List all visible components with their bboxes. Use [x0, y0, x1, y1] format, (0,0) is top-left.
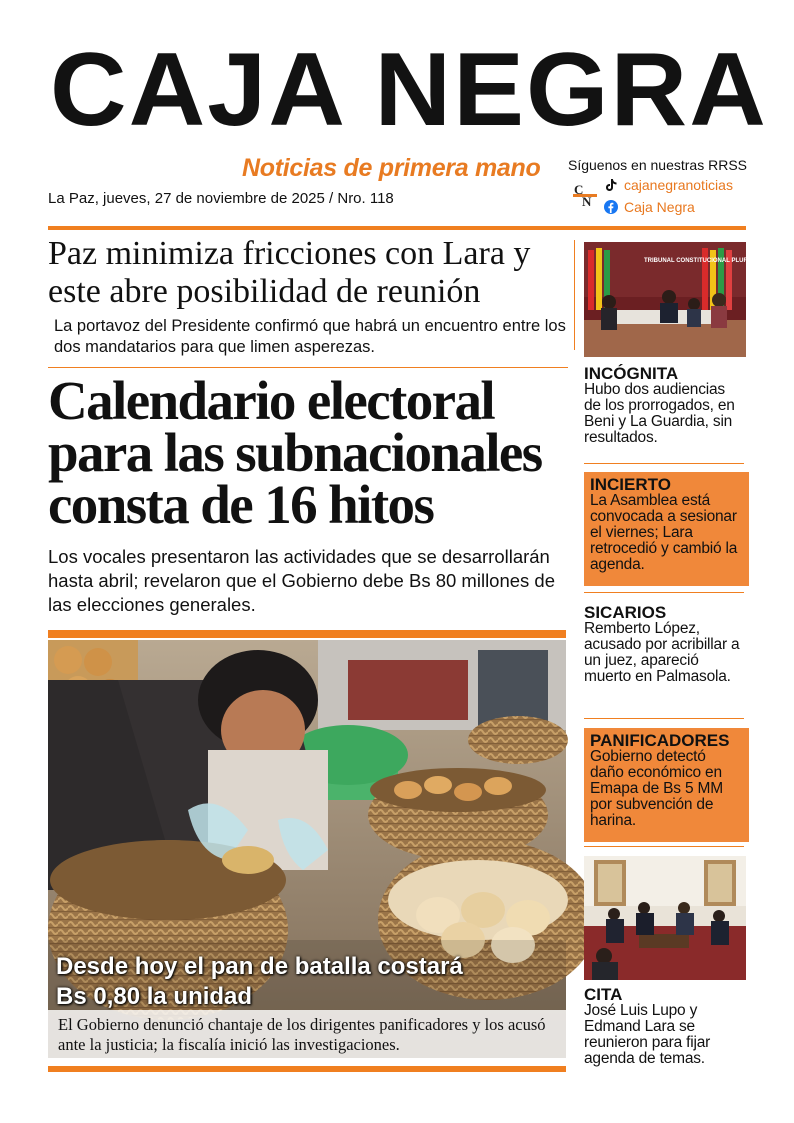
svg-text:C: C [574, 182, 584, 197]
sidebar-rule [584, 846, 744, 847]
masthead-rule [48, 226, 746, 230]
photo-caption: El Gobierno denunció chantaje de los dirigentes panificadores y los acusó ante la justicia; la fiscalía inició las investigaciones. [58, 1015, 546, 1054]
photo-headline-line1: Desde hoy el pan de batalla costará [56, 953, 463, 980]
lead-headline[interactable]: Paz minimiza fricciones con Lara y este abre posibilidad de reunión [48, 235, 531, 310]
dateline: La Paz, jueves, 27 de noviembre de 2025 / Nro. 118 [48, 190, 394, 207]
sidebar-item-text: Hubo dos audiencias de los prorrogados, en Beni y La Guardia, sin resultados. [584, 381, 735, 446]
sidebar-item-title: CITA [584, 985, 623, 1004]
tiktok-link[interactable] [604, 177, 733, 193]
sidebar-rule [584, 718, 744, 719]
sidebar-item-panificadores[interactable] [584, 728, 749, 842]
tribunal-meeting-photo [584, 242, 782, 357]
sidebar-item-text: Remberto López, acusado por acribillar a un juez, apareció muerto en Palmasola. [584, 620, 740, 685]
social-follow-label: Síguenos en nuestras RRSS [568, 157, 747, 173]
masthead-tagline: Noticias de primera mano [242, 154, 541, 182]
sidebar-item-incognita[interactable] [584, 365, 744, 446]
sidebar-rule [584, 463, 744, 464]
main-deck: Los vocales presentaron las actividades que se desarrollarán hasta abril; revelaron que el Gobierno debe Bs 80 millones de las elecciones generales. [48, 546, 556, 615]
sidebar-divider [574, 240, 575, 350]
photo-bottom-rule [48, 1066, 566, 1072]
sidebar-item-text: Gobierno detectó daño económico en Emapa de Bs 5 MM por subvención de harina. [590, 748, 723, 829]
section-divider [48, 367, 568, 368]
photo-top-rule [48, 630, 566, 638]
sidebar-item-title: PANIFICADORES [590, 731, 730, 750]
tiktok-handle: cajanegranoticias [624, 177, 733, 193]
lead-deck: La portavoz del Presidente confirmó que habrá un encuentro entre los dos mandatarios para que limen asperezas. [54, 317, 566, 356]
sidebar-item-text: José Luis Lupo y Edmand Lara se reunieron para fijar agenda de temas. [584, 1002, 711, 1067]
tiktok-icon [604, 178, 618, 192]
sidebar-item-cita[interactable] [584, 986, 744, 1067]
photo-headline-line2: Bs 0,80 la unidad [56, 983, 253, 1010]
facebook-handle: Caja Negra [624, 199, 695, 215]
sidebar-item-text: La Asamblea está convocada a sesionar el viernes; Lara retrocedió y cambió la agenda. [590, 492, 738, 573]
sidebar-item-title: INCIERTO [590, 475, 671, 494]
sidebar-item-sicarios[interactable] [584, 604, 744, 685]
sign-text: TRIBUNAL CONSTITUCIONAL PLURINACIONAL [644, 258, 782, 264]
sidebar-item-incierto[interactable] [584, 472, 749, 586]
photo-headline[interactable] [56, 952, 561, 1012]
brand-logo-icon [572, 182, 598, 208]
facebook-link[interactable] [604, 199, 695, 215]
svg-text:N: N [582, 194, 592, 209]
sidebar-rule [584, 592, 744, 593]
meeting-photo [584, 856, 746, 980]
sidebar-item-title: SICARIOS [584, 603, 667, 622]
masthead-title: CAJA NEGRA [50, 32, 768, 148]
facebook-icon [604, 200, 618, 214]
sidebar-item-title: INCÓGNITA [584, 364, 679, 383]
main-headline[interactable]: Calendario electoral para las subnacionales consta de 16 hitos [48, 370, 542, 535]
